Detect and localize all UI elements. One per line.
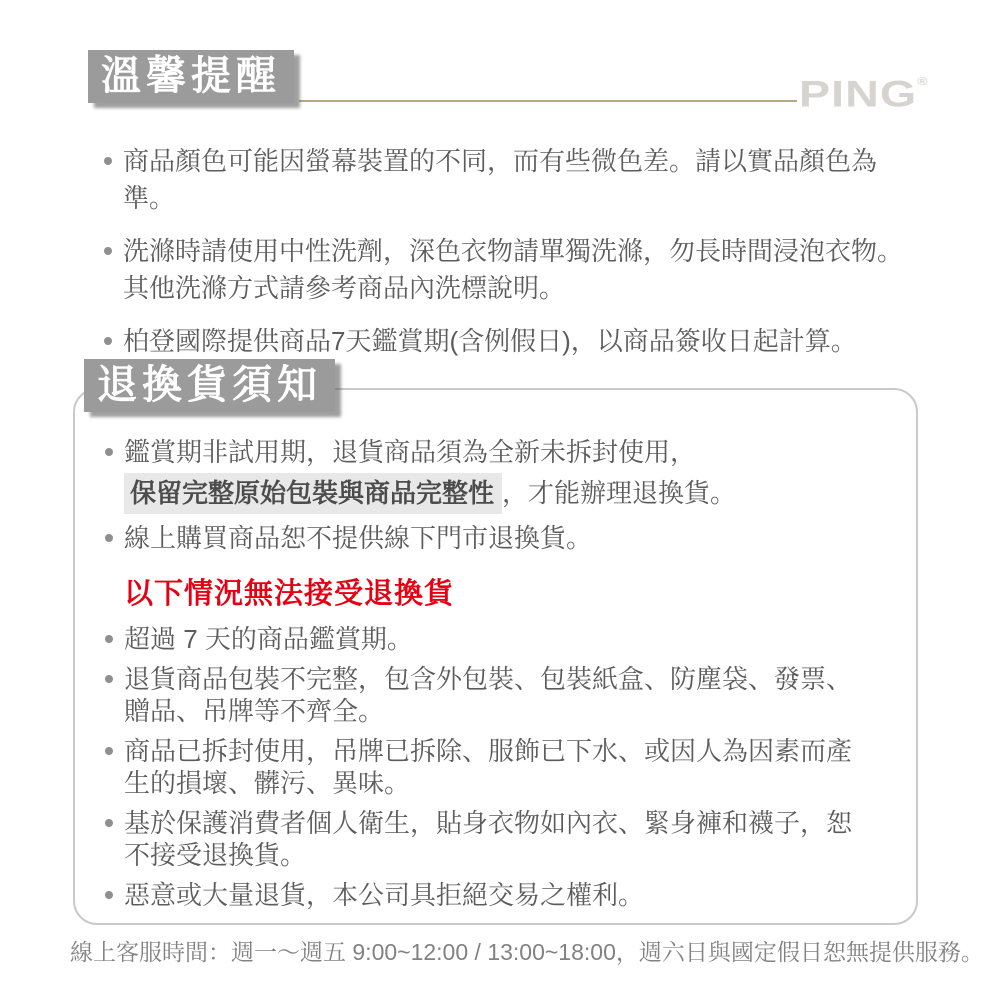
list-item-text: 線上購買商品恕不提供線下門市退換貨。 xyxy=(124,523,593,553)
list-item xyxy=(105,434,894,511)
bullet-dot xyxy=(105,635,113,643)
return-policy-title-badge: 退換貨須知 xyxy=(84,359,335,412)
bullet-dot xyxy=(105,747,113,755)
return-policy-content xyxy=(105,434,894,919)
bullet-dot xyxy=(105,819,113,827)
list-item-text: 商品顏色可能因螢幕裝置的不同，而有些微色差。請以實品顏色為準。 xyxy=(123,146,878,213)
bullet-dot xyxy=(105,448,113,456)
list-item-text: 洗滌時請使用中性洗劑，深色衣物請單獨洗滌，勿長時間浸泡衣物。 xyxy=(123,236,904,266)
warm-reminder-list xyxy=(104,143,920,376)
list-item xyxy=(104,143,920,217)
return-policy-box xyxy=(73,388,918,925)
warning-heading: 以下情況無法接受退換貨 xyxy=(124,578,455,610)
list-item xyxy=(105,663,894,727)
list-item-text: 基於保護消費者個人衛生，貼身衣物如內衣、緊身褲和襪子，恕 xyxy=(124,808,853,838)
bullet-dot xyxy=(104,247,112,255)
list-item xyxy=(104,233,920,307)
bullet-dot xyxy=(105,534,113,542)
customer-service-hours: 線上客服時間：週一～週五 9:00~12:00 / 13:00~18:00，週六日與國定假日恕無提供服務。 xyxy=(70,939,984,965)
ping-logo xyxy=(799,63,928,116)
bullet-dot xyxy=(104,337,112,345)
warm-reminder-title-badge: 溫馨提醒 xyxy=(88,50,294,103)
bullet-dot xyxy=(104,157,112,165)
list-item-text: 惡意或大量退貨，本公司具拒絕交易之權利。 xyxy=(124,880,645,910)
list-item-text: 其他洗滌方式請參考商品內洗標說明。 xyxy=(123,273,566,303)
list-item-text: 退貨商品包裝不完整，包含外包裝、包裝紙盒、防塵袋、發票、 xyxy=(124,664,853,694)
bullet-dot xyxy=(105,891,113,899)
list-item-text: 生的損壞、髒污、異味。 xyxy=(124,768,411,798)
list-item xyxy=(105,879,894,911)
ping-logo-text: PING xyxy=(799,73,918,116)
list-item xyxy=(105,623,894,655)
registered-mark-icon: ® xyxy=(917,74,928,88)
list-item-text: ，才能辦理退換貨。 xyxy=(502,478,737,508)
header-accent-line xyxy=(299,100,797,102)
list-item xyxy=(104,323,920,360)
list-item-text: 不接受退換貨。 xyxy=(124,840,307,870)
bullet-dot xyxy=(105,675,113,683)
list-item-text: 商品已拆封使用，吊牌已拆除、服飾已下水、或因人為因素而產 xyxy=(124,736,853,766)
list-item-text: 柏登國際提供商品7天鑑賞期(含例假日)，以商品簽收日起計算。 xyxy=(123,326,857,356)
list-item-text: 超過 7 天的商品鑑賞期。 xyxy=(124,624,413,654)
list-item-text xyxy=(124,475,894,511)
list-item-text: 贈品、吊牌等不齊全。 xyxy=(124,696,385,726)
list-item-text: 鑑賞期非試用期，退貨商品須為全新未拆封使用， xyxy=(124,437,697,467)
highlighted-text: 保留完整原始包裝與商品完整性 xyxy=(124,473,502,514)
list-item xyxy=(105,807,894,871)
list-item xyxy=(105,520,894,556)
list-item xyxy=(105,735,894,799)
